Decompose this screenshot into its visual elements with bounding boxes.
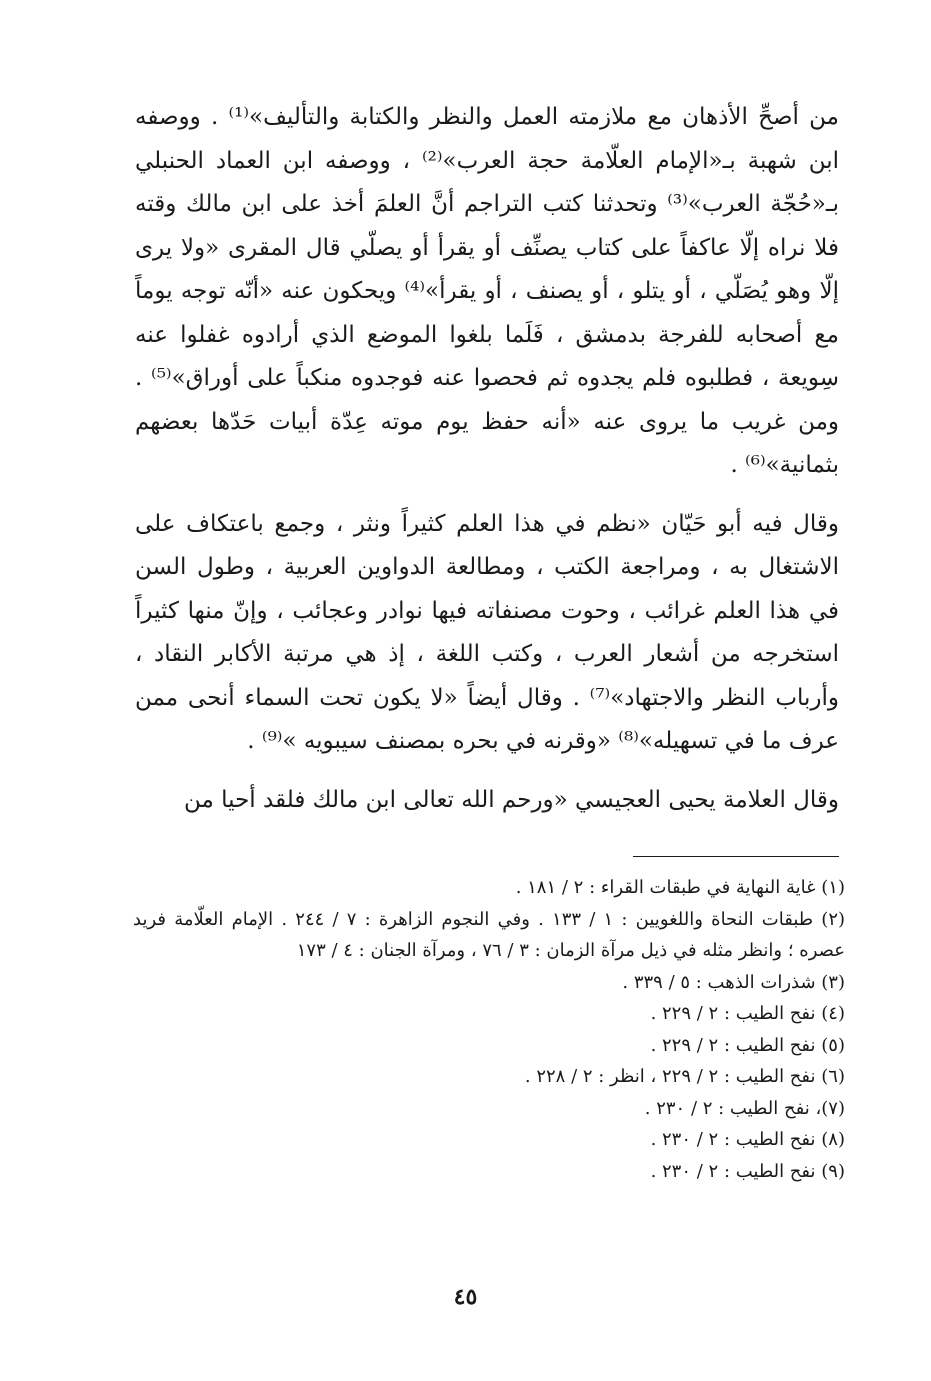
footnote-divider xyxy=(633,856,839,857)
footnote-1: (١) غاية النهاية في طبقات القراء : ٢ / ١٨١ . xyxy=(515,877,845,898)
paragraph-2: وقال فيه أبو حَيّان «نظم في هذا العلم كثيراً ونثر ، وجمع باعتكاف على الاشتغال به ، ومراجعة الكتب ، ومطالعة الدواوين العربية ، وطول السن في هذا العلم غرائب ، وحوت مصنفاته فيها نوادر وعجائب ، وإنّ منها كثيراً استخرجه من أشعار العرب ، وكتب اللغة ، إذ هي مرتبة الأكابر النقاد ، وأرباب النظر والاجتهاد»⁽⁷⁾ . وقال أيضاً «لا يكون تحت السماء أنحى ممن عرف ما في تسهيله»⁽⁸⁾ «وقرنه في بحره بمصنف سيبويه »⁽⁹⁾ . xyxy=(135,510,839,754)
footnote-8: (٨) نفح الطيب : ٢ / ٢٣٠ . xyxy=(650,1129,845,1150)
footnote-7: (٧)، نفح الطيب : ٢ / ٢٣٠ . xyxy=(644,1097,845,1119)
footnote-4: (٤) نفح الطيب : ٢ / ٢٢٩ . xyxy=(650,1003,845,1024)
page-number: ٤٥ xyxy=(453,1284,478,1310)
main-text xyxy=(135,96,839,822)
footnote-6: (٦) نفح الطيب : ٢ / ٢٢٩ ، انظر : ٢ / ٢٢٨ . xyxy=(524,1066,845,1087)
paragraph-3: وقال العلامة يحيى العجيسي «ورحم الله تعالى ابن مالك فلقد أحيا من xyxy=(184,786,839,813)
footnote-9: (٩) نفح الطيب : ٢ / ٢٣٠ . xyxy=(650,1160,845,1182)
footnote-3: (٣) شذرات الذهب : ٥ / ٣٣٩ . xyxy=(622,971,845,993)
footnote-5: (٥) نفح الطيب : ٢ / ٢٢٩ . xyxy=(650,1034,845,1056)
footnotes xyxy=(133,872,845,1187)
paragraph-1: من أصحِّ الأذهان مع ملازمته العمل والنظر والكتابة والتأليف»⁽¹⁾ . ووصفه ابن شهبة بـ«الإمام العلّامة حجة العرب»⁽²⁾ ، ووصفه ابن العماد الحنبلي بـ«حُجّة العرب»⁽³⁾ وتحدثنا كتب التراجم أنَّ العلمَ أخذ على ابن مالك وقته فلا نراه إلّا عاكفاً على كتاب يصنِّف أو يقرأ أو يصلّي قال المقرى «ولا يرى إلّا وهو يُصَلّي ، أو يتلو ، أو يصنف ، أو يقرأ»⁽⁴⁾ ويحكون عنه «أنّه توجه يوماً مع أصحابه للفرجة بدمشق ، فَلَما بلغوا الموضع الذي أرادوه غفلوا عنه سِويعة ، فطلبوه فلم يجدوه ثم فحصوا عنه فوجدوه منكباً على أوراق»⁽⁵⁾ . ومن غريب ما يروى عنه «أنه حفظ يوم موته عِدّة أبيات حَدّها بعضهم بثمانية»⁽⁶⁾ . xyxy=(135,104,839,478)
footnote-2: (٢) طبقات النحاة واللغويين : ١ / ١٣٣ . وفي النجوم الزاهرة : ٧ / ٢٤٤ . الإمام العلّامة فريد عصره ؛ وانظر مثله في ذيل مرآة الزمان : ٣ / ٧٦ ، ومرآة الجنان : ٤ / ١٧٣ xyxy=(133,908,846,961)
